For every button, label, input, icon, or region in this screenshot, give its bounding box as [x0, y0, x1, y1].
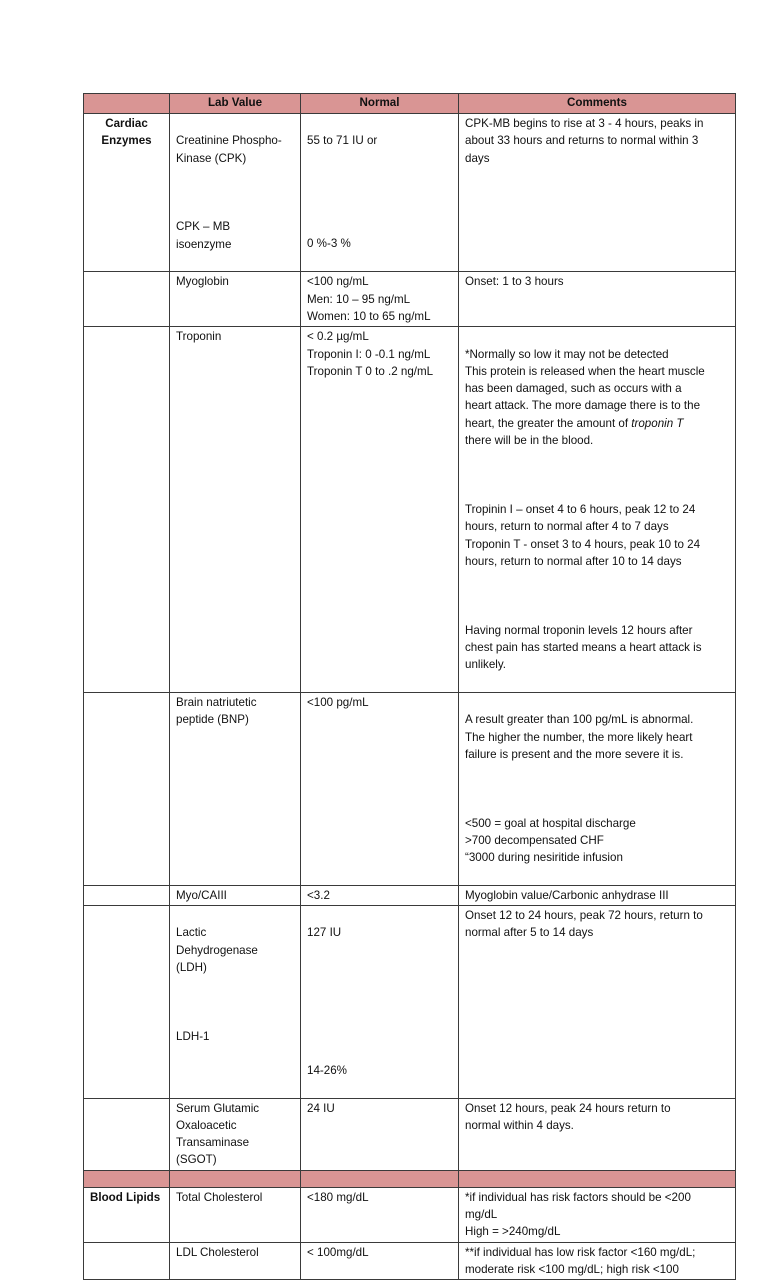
table-header-row — [84, 94, 736, 114]
lab-value-cell: Myo/CAIII — [170, 885, 301, 905]
category-cell — [84, 272, 170, 327]
normal-text: 127 IU — [307, 926, 342, 940]
lab-value-text: LDH-1 — [176, 1029, 210, 1043]
normal-cell: < 100mg/dL — [301, 1242, 459, 1280]
lab-value-cell: Brain natriutetic peptide (BNP) — [170, 692, 301, 885]
table-row — [84, 272, 736, 327]
normal-cell — [301, 906, 459, 1098]
comment-paragraph: Tropinin I – onset 4 to 6 hours, peak 12 to 24 hours, return to normal after 4 to 7 days Troponin T - onset 3 to 4 hours, peak 10 to 24 hours, return to normal after 10 to 14 days — [465, 502, 701, 568]
normal-cell: <100 pg/mL — [301, 692, 459, 885]
separator-cell — [301, 1170, 459, 1187]
comment-cell: CPK-MB begins to rise at 3 - 4 hours, peaks in about 33 hours and returns to normal within 3 days — [459, 114, 736, 272]
comment-cell: Myoglobin value/Carbonic anhydrase III — [459, 885, 736, 905]
lab-value-cell: LDL Cholesterol — [170, 1242, 301, 1280]
normal-cell: 24 IU — [301, 1098, 459, 1170]
normal-text: 55 to 71 IU or — [307, 134, 378, 148]
separator-cell — [170, 1170, 301, 1187]
normal-cell: <100 ng/mL Men: 10 – 95 ng/mL Women: 10 to 65 ng/mL — [301, 272, 459, 327]
lab-value-cell: Myoglobin — [170, 272, 301, 327]
table-row — [84, 1242, 736, 1280]
header-comments: Comments — [459, 94, 736, 114]
table-row — [84, 114, 736, 272]
category-cell — [84, 1098, 170, 1170]
comment-cell: *if individual has risk factors should be <200 mg/dL High = >240mg/dL — [459, 1187, 736, 1242]
comment-paragraph: Having normal troponin levels 12 hours after chest pain has started means a heart attack is unlikely. — [465, 623, 702, 672]
table-row — [84, 885, 736, 905]
category-cell: Cardiac Enzymes — [84, 114, 170, 272]
table-row — [84, 327, 736, 693]
header-category-cell — [84, 94, 170, 114]
lab-value-text: Lactic Dehydrogenase (LDH) — [176, 926, 258, 975]
section-separator-row — [84, 1170, 736, 1187]
table-row — [84, 1098, 736, 1170]
comment-cell — [459, 692, 736, 885]
comment-paragraph: *Normally so low it may not be detected This protein is released when the heart muscle has been damaged, such as occurs with a heart attack. The more damage there is to the heart, the greater the amount of troponin T there will be in the blood. — [465, 347, 705, 448]
category-cell — [84, 1242, 170, 1280]
lab-value-text: Creatinine Phospho- Kinase (CPK) — [176, 134, 282, 165]
table-row — [84, 906, 736, 1098]
normal-cell — [301, 114, 459, 272]
lab-value-text: CPK – MB isoenzyme — [176, 220, 232, 251]
normal-text: 0 %-3 % — [307, 237, 351, 251]
normal-cell: <3.2 — [301, 885, 459, 905]
comment-paragraph: <500 = goal at hospital discharge >700 decompensated CHF “3000 during nesiritide infusion — [465, 816, 636, 865]
header-normal: Normal — [301, 94, 459, 114]
normal-cell: < 0.2 µg/mL Troponin I: 0 -0.1 ng/mL Troponin T 0 to .2 ng/mL — [301, 327, 459, 693]
normal-text: 14-26% — [307, 1063, 347, 1077]
lab-value-cell — [170, 114, 301, 272]
lab-value-cell — [170, 906, 301, 1098]
table-row — [84, 692, 736, 885]
table-row — [84, 1187, 736, 1242]
lab-values-table — [83, 93, 736, 1280]
category-cell — [84, 885, 170, 905]
comment-cell: Onset: 1 to 3 hours — [459, 272, 736, 327]
header-lab-value: Lab Value — [170, 94, 301, 114]
normal-cell: <180 mg/dL — [301, 1187, 459, 1242]
lab-value-cell: Total Cholesterol — [170, 1187, 301, 1242]
category-cell — [84, 692, 170, 885]
category-cell — [84, 906, 170, 1098]
separator-cell — [459, 1170, 736, 1187]
comment-cell: **if individual has low risk factor <160 mg/dL; moderate risk <100 mg/dL; high risk <100 — [459, 1242, 736, 1280]
category-cell: Blood Lipids — [84, 1187, 170, 1242]
lab-value-cell: Troponin — [170, 327, 301, 693]
comment-paragraph: A result greater than 100 pg/mL is abnormal. The higher the number, the more likely heart failure is present and the more severe it is. — [465, 713, 694, 761]
comment-cell — [459, 327, 736, 693]
lab-value-cell: Serum Glutamic Oxaloacetic Transaminase (SGOT) — [170, 1098, 301, 1170]
category-cell — [84, 327, 170, 693]
comment-cell: Onset 12 hours, peak 24 hours return to normal within 4 days. — [459, 1098, 736, 1170]
comment-cell: Onset 12 to 24 hours, peak 72 hours, return to normal after 5 to 14 days — [459, 906, 736, 1098]
separator-cell — [84, 1170, 170, 1187]
